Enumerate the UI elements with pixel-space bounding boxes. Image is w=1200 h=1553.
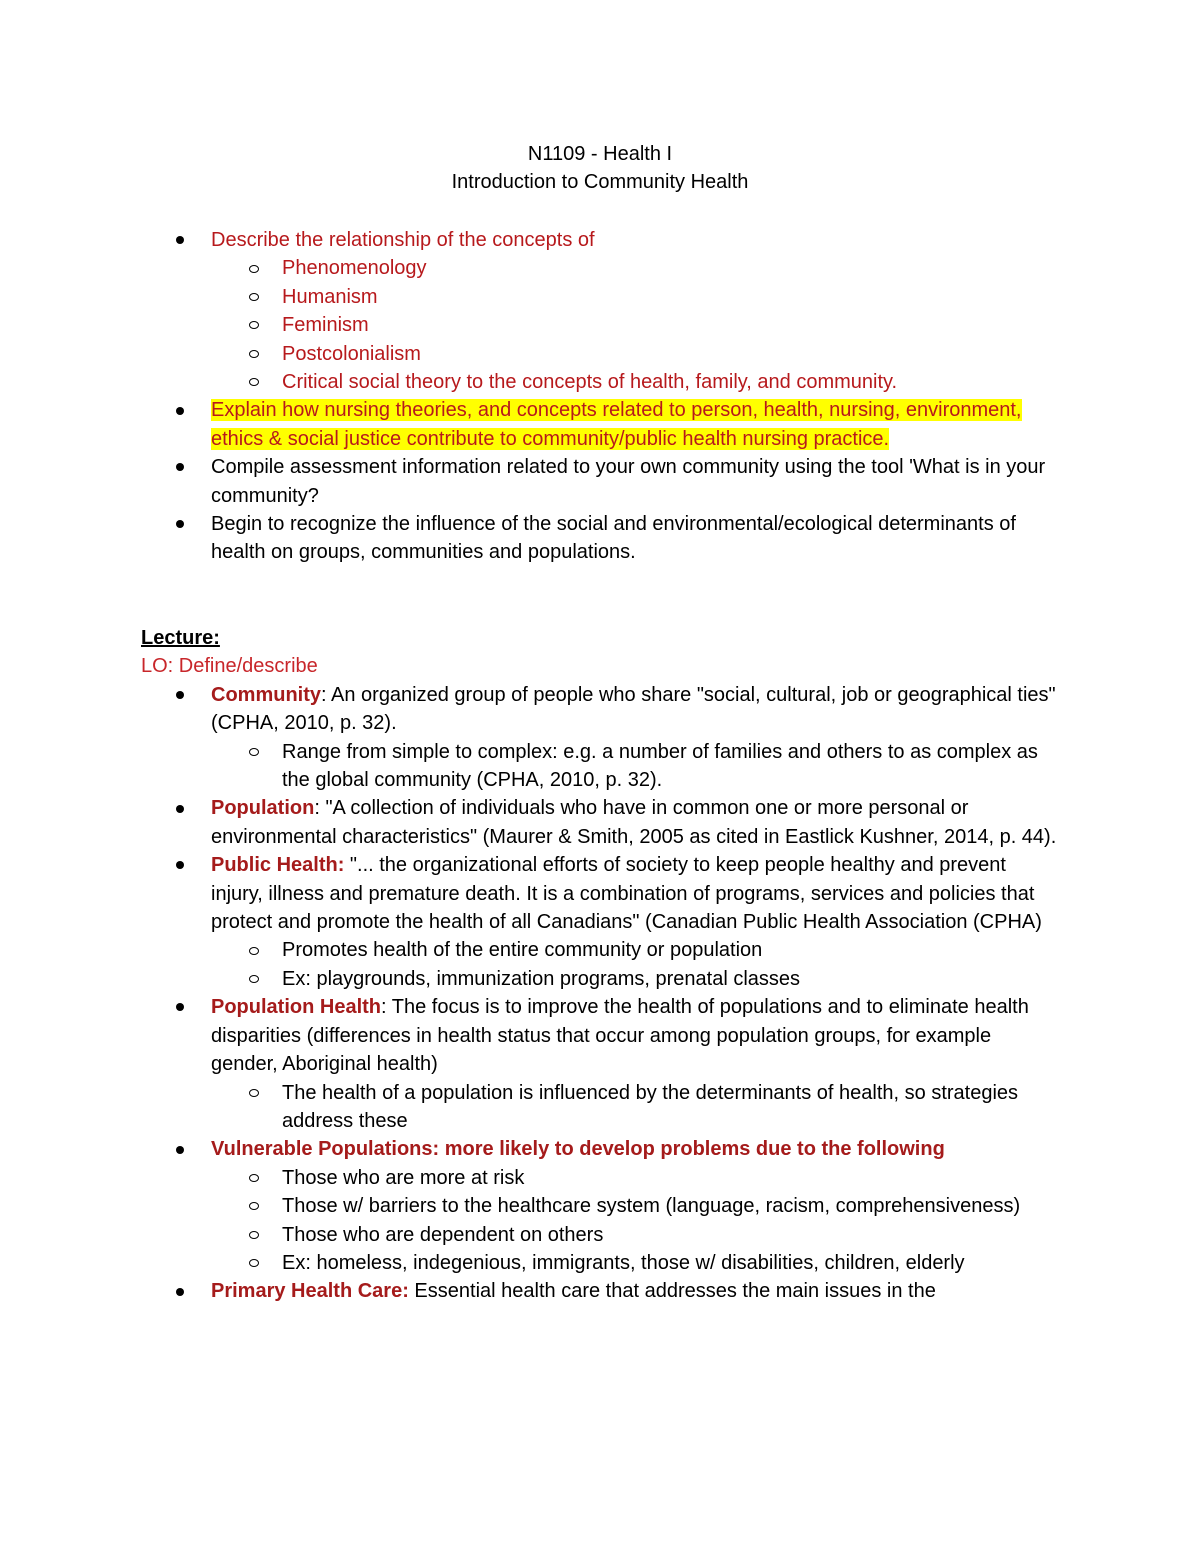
objective-item: Describe the relationship of the concepts of [0,226,1061,254]
definition-public-health: Public Health: "... the organizational efforts of society to keep people healthy and prevent injury, illness and premature death. It is a combination of programs, services and policies that protect and promote the health of all Canadians" (Canadian Public Health Association (CPHA) [0,851,1061,936]
definition-subitem: The health of a population is influenced by the determinants of health, so strategies address these [0,1079,1062,1136]
objective-subitem: Phenomenology [0,254,1062,282]
bullet-disc-icon [176,681,184,709]
bullet-circle-icon [249,340,259,368]
definition-subitem: Those who are dependent on others [0,1221,1062,1249]
page-subtitle: Introduction to Community Health [451,171,749,193]
objective-item: Compile assessment information related to your own community using the tool 'What is in your community? [0,453,1061,510]
definition-subitem: Ex: homeless, indegenious, immigrants, those w/ disabilities, children, elderly [0,1249,1062,1277]
bullet-circle-icon [249,965,259,993]
definition-subitem: Ex: playgrounds, immunization programs, prenatal classes [0,965,1062,993]
bullet-disc-icon [176,226,184,254]
objective-subitem: Critical social theory to the concepts of health, family, and community. [0,368,1062,396]
definition-vulnerable-populations: Vulnerable Populations: more likely to develop problems due to the following [0,1135,1061,1163]
bullet-disc-icon [176,453,184,481]
objective-subitem: Postcolonialism [0,340,1062,368]
objective-subitem: Humanism [0,283,1062,311]
bullet-circle-icon [249,1192,259,1220]
objective-item-highlighted: Explain how nursing theories, and concepts related to person, health, nursing, environment, ethics & social justice contribute to community/public health nursing practice. [0,396,1061,453]
title-block [0,140,1200,196]
definition-subitem: Those w/ barriers to the healthcare system (language, racism, comprehensiveness) [0,1192,1062,1220]
bullet-circle-icon [249,1164,259,1192]
bullet-circle-icon [249,1221,259,1249]
bullet-circle-icon [249,936,259,964]
bullet-disc-icon [176,851,184,879]
lecture-heading: Lecture: [141,627,220,649]
definition-subitem: Those who are more at risk [0,1164,1062,1192]
definition-subitem: Range from simple to complex: e.g. a number of families and others to as complex as the global community (CPHA, 2010, p. 32). [0,738,1062,795]
bullet-disc-icon [176,993,184,1021]
bullet-circle-icon [249,254,259,282]
definition-primary-health-care: Primary Health Care: Essential health care that addresses the main issues in the [0,1277,1061,1305]
definition-population-health: Population Health: The focus is to improve the health of populations and to eliminate health disparities (differences in health status that occur among population groups, for example gender, Aboriginal health) [0,993,1061,1078]
bullet-disc-icon [176,396,184,424]
learning-objective-label: LO: Define/describe [141,655,318,678]
definition-population: Population: "A collection of individuals who have in common one or more personal or environmental characteristics" (Maurer & Smith, 2005 as cited in Eastlick Kushner, 2014, p. 44). [0,794,1061,851]
course-title: N1109 - Health I [527,143,673,165]
objective-item: Begin to recognize the influence of the social and environmental/ecological determinants of health on groups, communities and populations. [0,510,1061,567]
definition-subitem: Promotes health of the entire community or population [0,936,1062,964]
bullet-circle-icon [249,1249,259,1277]
objectives-list [0,226,1200,567]
objective-subitem: Feminism [0,311,1062,339]
bullet-circle-icon [249,283,259,311]
bullet-disc-icon [176,794,184,822]
bullet-circle-icon [249,368,259,396]
bullet-circle-icon [249,311,259,339]
bullet-disc-icon [176,510,184,538]
bullet-circle-icon [249,738,259,766]
bullet-disc-icon [176,1135,184,1163]
definition-community: Community: An organized group of people who share "social, cultural, job or geographical ties" (CPHA, 2010, p. 32). [0,681,1061,738]
lecture-section [0,624,1200,1306]
bullet-circle-icon [249,1079,259,1107]
bullet-disc-icon [176,1277,184,1305]
